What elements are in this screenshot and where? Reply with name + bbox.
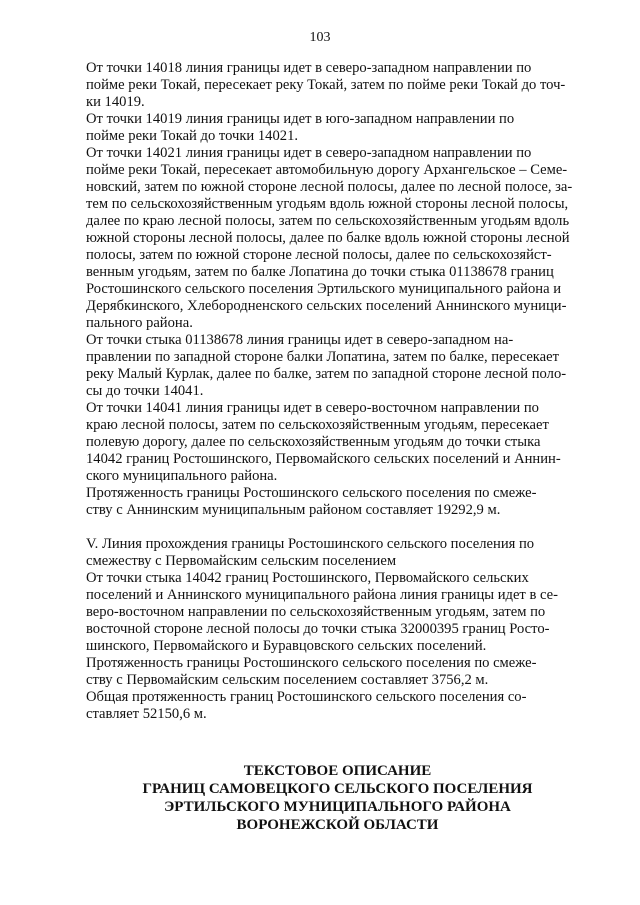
paragraph-length-anninsky: Протяженность границы Ростошинского сельского поселения по смеже- ству с Аннинским муниципальным районом составляет 19292,9 м. (86, 485, 537, 518)
heading-line-3: ЭРТИЛЬСКОГО МУНИЦИПАЛЬНОГО РАЙОНА (164, 799, 511, 815)
paragraph-point-14019: От точки 14019 линия границы идет в юго-западном направлении по пойме реки Токай до точки 14021. (86, 111, 515, 144)
heading-line-4: ВОРОНЕЖСКОЙ ОБЛАСТИ (236, 817, 439, 833)
section-heading (86, 762, 589, 834)
heading-line-1: ТЕКСТОВОЕ ОПИСАНИЕ (243, 763, 432, 779)
heading-line-2: ГРАНИЦ САМОВЕЦКОГО СЕЛЬСКОГО ПОСЕЛЕНИЯ (142, 781, 533, 797)
paragraph-total-length: Общая протяженность границ Ростошинского сельского поселения со- ставляет 52150,6 м. (86, 689, 527, 722)
paragraph-point-14018: От точки 14018 линия границы идет в северо-западном направлении по пойме реки Токай, пересекает реку Токай, затем по пойме реки Токай до точ- ки 14019. (86, 60, 566, 110)
paragraph-junction-14042: От точки стыка 14042 границ Ростошинского, Первомайского сельских поселений и Аннинского муниципального района линия границы идет в се- веро-восточном направлении по сельскохозяйственным угодьям, затем по восточной стороне лесной полосы до точки стыка 32000395 границ Росто- шинского, Первомайского и Буравцовского сельских поселений. (86, 570, 558, 654)
blank-line (86, 519, 589, 536)
paragraph-point-14041: От точки 14041 линия границы идет в северо-восточном направлении по краю лесной полосы, затем по сельскохозяйственным угодьям, пересекает полевую дорогу, далее по сельскохозяйственным угодьям до точки стыка 14042 границ Ростошинского, Первомайского сельских поселений и Аннин- ского муниципального района. (86, 400, 561, 484)
paragraph-junction-01138678: От точки стыка 01138678 линия границы идет в северо-западном на- правлении по западной стороне балки Лопатина, затем по балке, пересекает реку Малый Курлак, далее по балке, затем по западной стороне лесной поло- сы до точки 14041. (86, 332, 567, 399)
body-text (86, 60, 589, 723)
paragraph-point-14021: От точки 14021 линия границы идет в северо-западном направлении по пойме реки Токай, пересекает автомобильную дорогу Архангельское – Семе- новский, затем по южной стороне лесной полосы, далее по лесной полосе, за- тем по сельскохозяйственным угодьям вдоль южной стороны лесной полосы, далее по краю лесной полосы, затем по сельскохозяйственным угодьям вдоль южной стороны лесной полосы, далее по балке вдоль южной стороны лесной полосы, затем по южной стороне лесной полосы, далее по сельскохозяйст- венным угодьям, затем по балке Лопатина до точки стыка 01138678 границ Ростошинского сельского поселения Эртильского муниципального района и Дерябкинского, Хлебородненского сельских поселений Аннинского муници- пального района. (86, 145, 573, 331)
paragraph-length-pervomaisky: Протяженность границы Ростошинского сельского поселения по смеже- ству с Первомайским сельским поселением составляет 3756,2 м. (86, 655, 537, 688)
section-v-title: V. Линия прохождения границы Ростошинского сельского поселения по смежеству с Первомайским сельским поселением (86, 536, 535, 569)
page-number: 103 (309, 30, 331, 45)
